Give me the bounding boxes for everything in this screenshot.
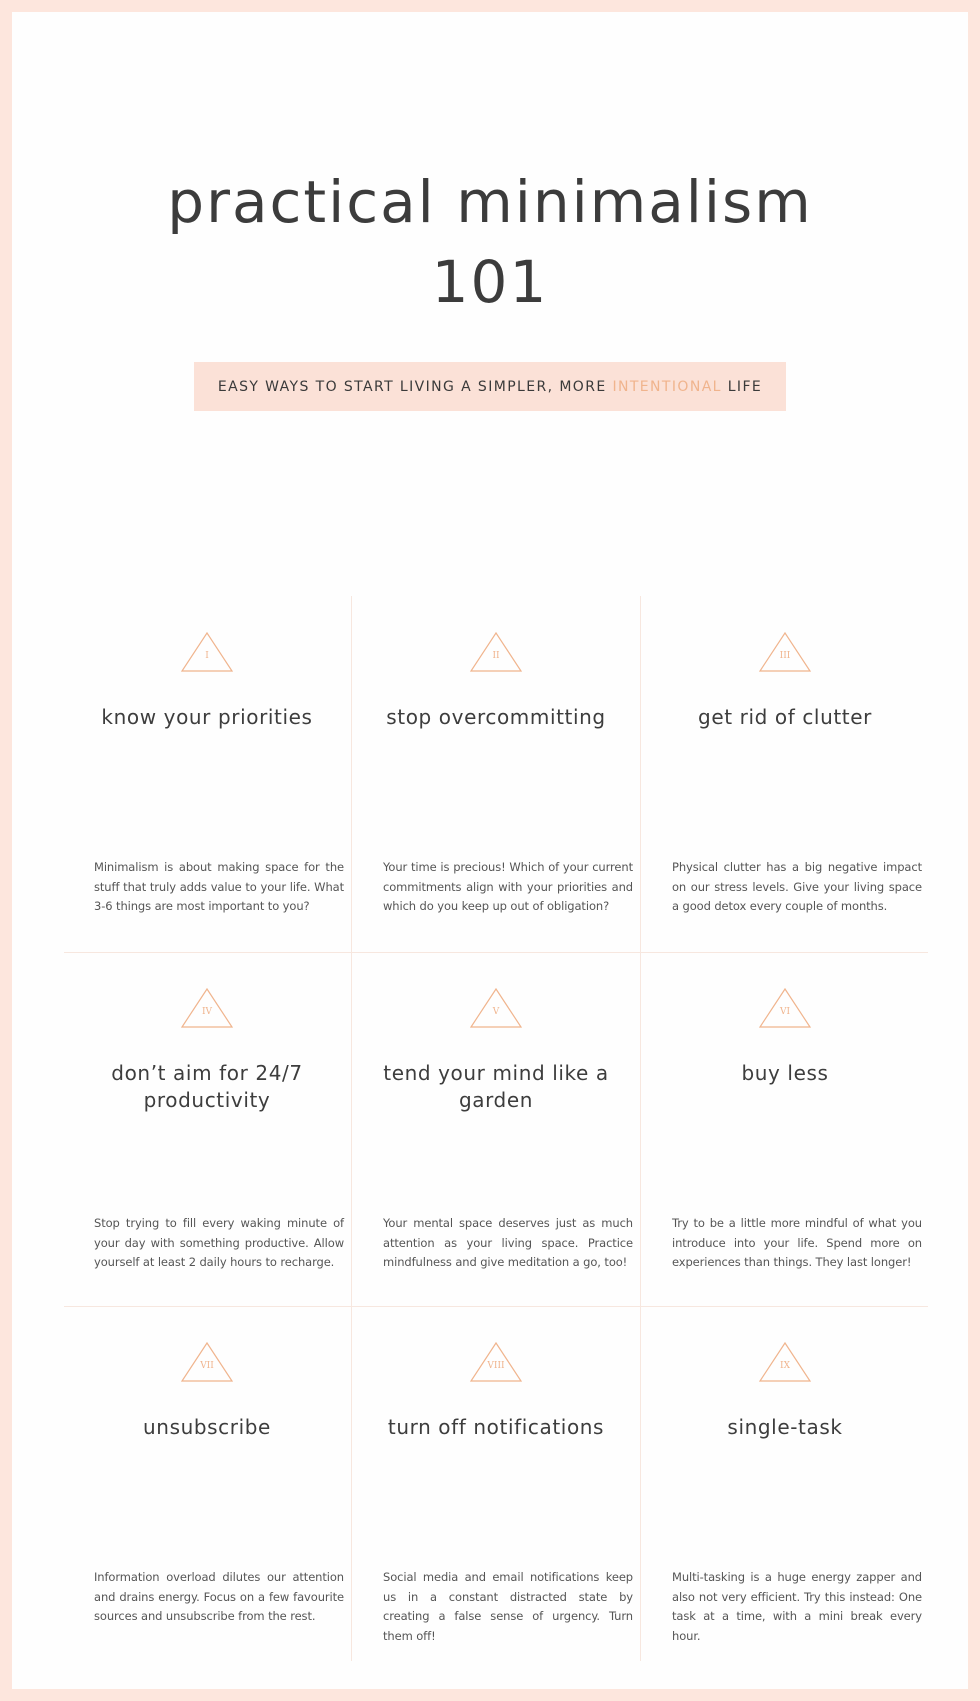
triangle-icon	[468, 987, 524, 1029]
tip-numeral: III	[779, 651, 791, 661]
tip-title: turn off notifications	[387, 1415, 605, 1439]
tip-description: Minimalism is about making space for the stuff that truly adds value to your life. What 3-6 things are most important to you?	[94, 860, 344, 913]
tip-card	[642, 1306, 928, 1661]
tip-description: Physical clutter has a big negative impact on our stress levels. Give your living space a good detox every couple of months.	[672, 860, 922, 913]
tip-numeral: VI	[779, 1007, 791, 1017]
triangle-icon	[757, 631, 813, 673]
tip-card	[353, 596, 639, 951]
subtitle-banner	[194, 362, 786, 411]
tip-description: Try to be a little more mindful of what you introduce into your life. Spend more on experiences than things. They last longer!	[672, 1216, 922, 1269]
subtitle-text-end: LIFE	[721, 378, 763, 395]
tip-card	[64, 952, 350, 1307]
tip-card	[353, 952, 639, 1307]
triangle-icon	[468, 631, 524, 673]
page-title	[12, 162, 968, 322]
tip-numeral: VIII	[487, 1361, 505, 1371]
grid-divider-vertical	[351, 596, 352, 1661]
tip-description: Your time is precious! Which of your current commitments align with your priorities and which do you keep up out of obligation?	[383, 860, 633, 913]
tip-title: buy less	[741, 1061, 829, 1085]
title-line-1: practical minimalism	[167, 168, 813, 236]
tip-description: Multi-tasking is a huge energy zapper and also not very efficient. Try this instead: One task at a time, with a mini break every hour.	[672, 1570, 922, 1643]
subtitle-text-start: EASY WAYS TO START LIVING A SIMPLER, MORE	[217, 378, 613, 395]
tip-title: don’t aim for 24/7 productivity	[111, 1061, 303, 1112]
tip-title: stop overcommitting	[386, 705, 606, 729]
subtitle-accent-word: INTENTIONAL	[612, 378, 722, 395]
tip-title: get rid of clutter	[698, 705, 872, 729]
tip-card	[353, 1306, 639, 1661]
triangle-icon	[179, 987, 235, 1029]
tip-card	[642, 952, 928, 1307]
tip-title: unsubscribe	[143, 1415, 271, 1439]
triangle-icon	[757, 987, 813, 1029]
tip-card	[64, 1306, 350, 1661]
triangle-icon	[468, 1341, 524, 1383]
tip-numeral: I	[205, 651, 209, 661]
triangle-icon	[179, 1341, 235, 1383]
title-line-2: 101	[431, 248, 549, 316]
tip-description: Information overload dilutes our attention and drains energy. Focus on a few favourite sources and unsubscribe from the rest.	[94, 1570, 344, 1623]
tip-card	[64, 596, 350, 951]
tip-numeral: IX	[780, 1361, 790, 1371]
tip-card	[642, 596, 928, 951]
triangle-icon	[757, 1341, 813, 1383]
tip-title: tend your mind like a garden	[383, 1061, 609, 1112]
tip-description: Your mental space deserves just as much attention as your living space. Practice mindfulness and give meditation a go, too!	[383, 1216, 633, 1269]
tip-description: Social media and email notifications keep us in a constant distracted state by creating a false sense of urgency. Turn them off!	[383, 1570, 633, 1643]
tip-numeral: V	[492, 1007, 500, 1017]
tip-numeral: IV	[201, 1007, 213, 1017]
tip-title: know your priorities	[101, 705, 313, 729]
triangle-icon	[179, 631, 235, 673]
tip-title: single-task	[727, 1415, 843, 1439]
tip-numeral: VII	[200, 1361, 214, 1371]
tip-numeral: II	[492, 651, 500, 661]
tips-grid	[64, 596, 928, 1661]
tip-description: Stop trying to fill every waking minute of your day with something productive. Allow yourself at least 2 daily hours to recharge.	[94, 1216, 344, 1269]
infographic-frame	[12, 12, 968, 1689]
grid-divider-vertical	[640, 596, 641, 1661]
